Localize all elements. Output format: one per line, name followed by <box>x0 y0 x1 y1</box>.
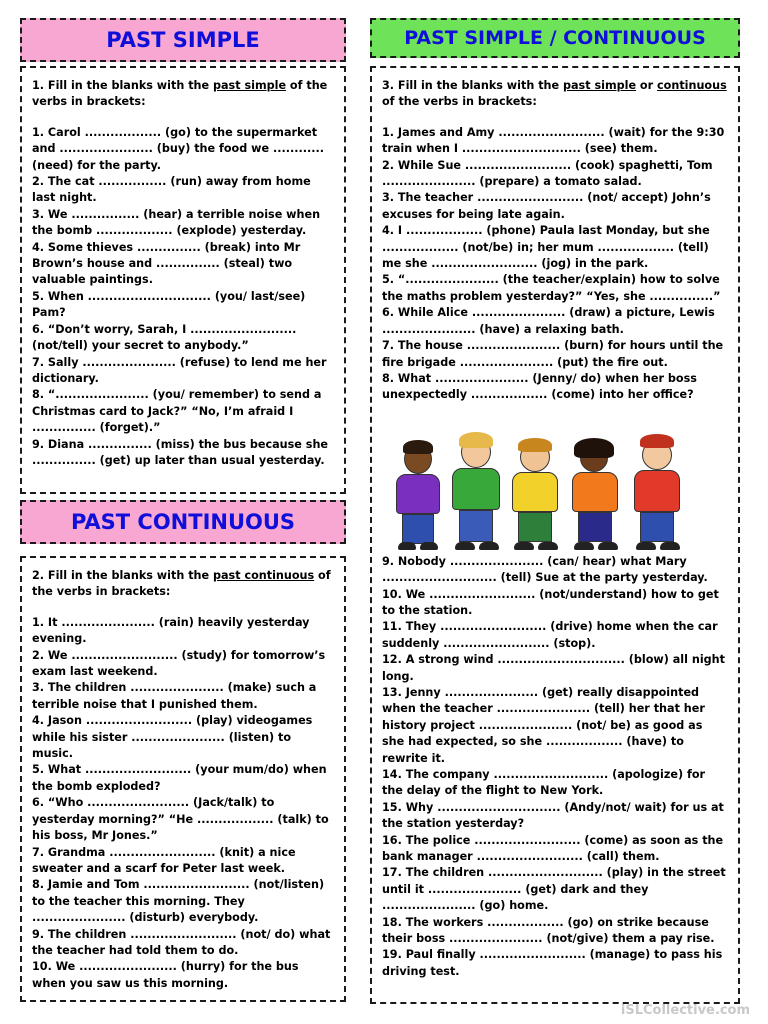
kid-figure <box>392 438 444 550</box>
ex1-item-3: 3. We ................ (hear) a terrible noise when the bomb .................. (explode) yesterday. <box>32 207 321 238</box>
ex3-item-19: 19. Paul finally ......................... (manage) to pass his driving test. <box>382 948 723 978</box>
ex1-item-6: 6. “Don’t worry, Sarah, I ......................... (not/tell) your secret to anybody.” <box>32 322 297 353</box>
kid-figure <box>566 436 624 550</box>
ex3-item-16: 16. The police ......................... (come) as soon as the bank manager ......................... (call) them. <box>382 833 724 864</box>
past-simple-title-text: PAST SIMPLE <box>106 28 260 52</box>
ex3-item-5: 5. “...................... (the teacher/explain) how to solve the maths problem yesterday?” “Yes, she ...............” <box>382 273 721 303</box>
ex3-item-3: 3. The teacher ......................... (not/ accept) John’s excuses for being late again. <box>382 191 711 221</box>
ex1-item-5: 5. When ............................. (you/ last/see) Pam? <box>32 289 306 320</box>
ex3-item-1: 1. James and Amy ......................... (wait) for the 9:30 train when I ............................ (see) them. <box>382 125 725 156</box>
ex2-item-10: 10. We ....................... (hurry) for the bus when you saw us this morning. <box>32 960 299 990</box>
ex3-item-4: 4. I .................. (phone) Paula last Monday, but she .................. (not/be) in; her mum .................. (tell) me she ......................... (jog) in the park. <box>382 224 710 271</box>
ex3-item-13: 13. Jenny ...................... (get) really disappointed when the teacher ...................... (tell) her that her history project ...................... (not/ be) as good as she had expected, so she .................. (have) to rewrite it. <box>382 685 705 765</box>
ex2-item-8: 8. Jamie and Tom ......................... (not/listen) to the teacher this morning. They ...................... (disturb) everybody. <box>32 878 325 925</box>
ex3-item-7: 7. The house ...................... (burn) for hours until the fire brigade ...................... (put) the fire out. <box>382 339 724 369</box>
past-continuous-title <box>20 500 346 544</box>
exercise-2-instruction <box>32 568 334 601</box>
kid-figure <box>628 434 686 550</box>
ex2-item-5: 5. What ......................... (your mum/do) when the bomb exploded? <box>32 763 327 793</box>
ex1-item-8: 8. “...................... (you/ remember) to send a Christmas card to Jack?” “No, I’m afraid I ............... (forget).” <box>32 388 322 435</box>
ex3-instr-post: of the verbs in brackets: <box>382 95 537 109</box>
ex2-instr-pre: 2. Fill in the blanks with the <box>32 569 213 582</box>
ex1-item-7: 7. Sally ...................... (refuse) to lend me her dictionary. <box>32 355 327 385</box>
ex3-item-10: 10. We ......................... (not/understand) how to get to the station. <box>382 587 719 617</box>
ex1-instr-post: of the verbs in brackets: <box>32 79 328 109</box>
ex3-item-12: 12. A strong wind .............................. (blow) all night long. <box>382 653 725 683</box>
past-simple-continuous-title-text: PAST SIMPLE / CONTINUOUS <box>404 27 706 49</box>
ex1-item-2: 2. The cat ................ (run) away from home last night. <box>32 175 311 205</box>
ex3-instr-underlined-2: continuous <box>657 79 727 92</box>
ex2-item-9: 9. The children ......................... (not/ do) what the teacher had told them to do. <box>32 927 331 957</box>
ex3-item-18: 18. The workers .................. (go) on strike because their boss ...................... (not/give) them a pay rise. <box>382 915 715 946</box>
past-simple-title <box>20 18 346 62</box>
ex3-instr-mid: or <box>636 79 658 92</box>
watermark: iSLCollective.com <box>620 1003 750 1018</box>
ex3-item-15: 15. Why ............................. (Andy/not/ wait) for us at the station yesterday? <box>382 800 724 831</box>
ex3-item-17: 17. The children ........................... (play) in the street until it ...................... (get) dark and they ...................... (go) home. <box>382 866 726 913</box>
ex1-item-4: 4. Some thieves ............... (break) into Mr Brown’s house and ............... (steal) two valuable paintings. <box>32 240 301 287</box>
ex2-item-1: 1. It ...................... (rain) heavily yesterday evening. <box>32 615 310 646</box>
ex3-instr-pre: 3. Fill in the blanks with the <box>382 79 563 92</box>
ex1-item-1: 1. Carol .................. (go) to the supermarket and ...................... (buy) the food we ............ (need) for the party. <box>32 125 324 172</box>
ex2-item-3: 3. The children ...................... (make) such a terrible noise that I punished them. <box>32 681 317 711</box>
exercise-1-instruction <box>32 78 334 111</box>
ex3-item-11: 11. They ......................... (drive) home when the car suddenly ......................... (stop). <box>382 620 718 650</box>
ex3-item-2: 2. While Sue ......................... (cook) spaghetti, Tom ...................... (prepare) a tomato salad. <box>382 158 713 189</box>
ex3-item-6: 6. While Alice ...................... (draw) a picture, Lewis ...................... (have) a relaxing bath. <box>382 306 715 336</box>
past-continuous-title-text: PAST CONTINUOUS <box>70 510 296 534</box>
ex1-instr-underlined: past simple <box>212 79 287 92</box>
ex3-item-14: 14. The company ........................... (apologize) for the delay of the flight to New York. <box>382 768 706 798</box>
ex3-item-9: 9. Nobody ...................... (can/ hear) what Mary ........................... (tell) Sue at the party yesterday. <box>382 554 708 585</box>
kids-illustration <box>388 432 708 550</box>
ex2-item-6: 6. “Who ........................ (Jack/talk) to yesterday morning?” “He .................. (talk) to his boss, Mr Jones.” <box>32 796 329 843</box>
kid-figure <box>508 436 562 550</box>
exercise-3-instruction <box>382 78 728 111</box>
ex1-item-9: 9. Diana ............... (miss) the bus because she ............... (get) up later than usual yesterday. <box>32 437 328 467</box>
exercise-2-box <box>20 556 346 1002</box>
ex2-item-4: 4. Jason ......................... (play) videogames while his sister ...................... (listen) to music. <box>32 714 313 761</box>
ex3-item-8: 8. What ...................... (Jenny/ do) when her boss unexpectedly .................. (come) into her office? <box>382 371 697 402</box>
ex2-item-7: 7. Grandma ......................... (knit) a nice sweater and a scarf for Peter last week. <box>32 845 296 875</box>
ex2-instr-post: of the verbs in brackets: <box>32 569 331 599</box>
ex3-instr-underlined-1: past simple <box>562 79 637 92</box>
ex2-item-2: 2. We ......................... (study) for tomorrow’s exam last weekend. <box>32 648 326 679</box>
kid-figure <box>448 432 504 550</box>
ex2-instr-underlined: past continuous <box>212 569 315 582</box>
past-simple-continuous-title <box>370 18 740 58</box>
ex1-instr-pre: 1. Fill in the blanks with the <box>32 79 213 92</box>
exercise-1-box <box>20 66 346 494</box>
